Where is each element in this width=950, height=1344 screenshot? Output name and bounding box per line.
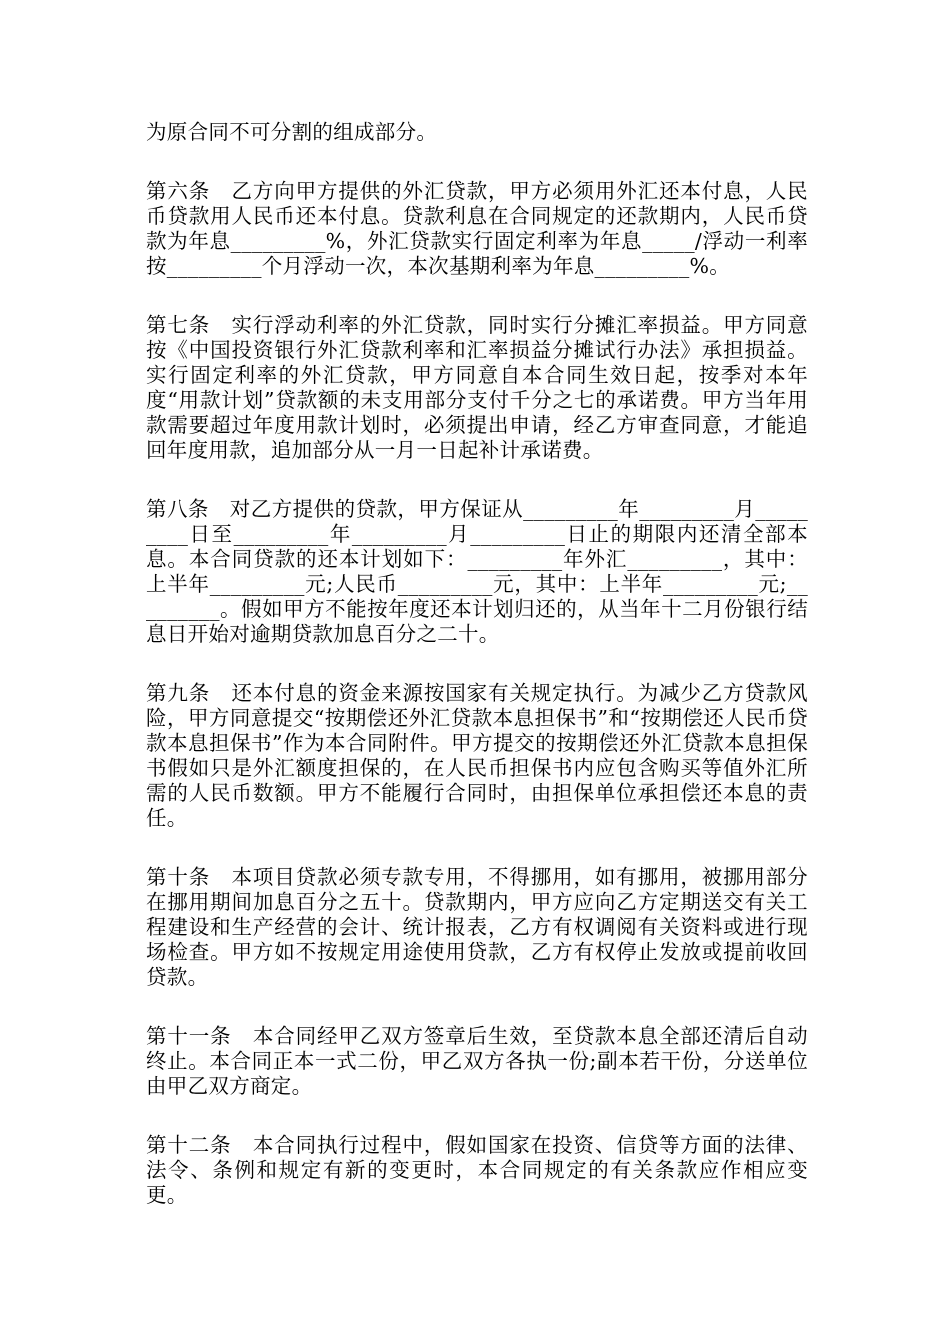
article-12: 第十二条 本合同执行过程中，假如国家在投资、信贷等方面的法律、法令、条例和规定有新的变更时，本合同规定的有关条款应作相应变更。 bbox=[146, 1133, 808, 1207]
article-8: 第八条 对乙方提供的贷款，甲方保证从_________年_________月_________日至_________年_________月_________日止的期限内还清全部本息。本合同贷款的还本计划如下：_________年外汇_________，其中：上半年_________元;人民币_________元，其中：上半年_________元;_________。假如甲方不能按年度还本计划归还的，从当年十二月份银行结息日开始对逾期贷款加息百分之二十。 bbox=[146, 497, 808, 646]
article-9: 第九条 还本付息的资金来源按国家有关规定执行。为减少乙方贷款风险，甲方同意提交“按期偿还外汇贷款本息担保书”和“按期偿还人民币贷款本息担保书”作为本合同附件。甲方提交的按期偿还外汇贷款本息担保书假如只是外汇额度担保的，在人民币担保书内应包含购买等值外汇所需的人民币数额。甲方不能履行合同时，由担保单位承担偿还本息的责任。 bbox=[146, 681, 808, 830]
document-page bbox=[146, 120, 808, 1242]
article-7: 第七条 实行浮动利率的外汇贷款，同时实行分摊汇率损益。甲方同意按《中国投资银行外汇贷款利率和汇率损益分摊试行办法》承担损益。实行固定利率的外汇贷款，甲方同意自本合同生效日起，按季对本年度“用款计划”贷款额的未支用部分支付千分之七的承诺费。甲方当年用款需要超过年度用款计划时，必须提出申请，经乙方审查同意，才能追回年度用款，追加部分从一月一日起补计承诺费。 bbox=[146, 313, 808, 462]
paragraph-continuation: 为原合同不可分割的组成部分。 bbox=[146, 120, 438, 144]
article-6: 第六条 乙方向甲方提供的外汇贷款，甲方必须用外汇还本付息，人民币贷款用人民币还本付息。贷款利息在合同规定的还款期内，人民币贷款为年息_________%，外汇贷款实行固定利率为年息_____/浮动一利率按_________个月浮动一次，本次基期利率为年息_________%。 bbox=[146, 179, 808, 278]
article-11: 第十一条 本合同经甲乙双方签章后生效，至贷款本息全部还清后自动终止。本合同正本一式二份，甲乙双方各执一份;副本若干份，分送单位由甲乙双方商定。 bbox=[146, 1024, 808, 1098]
article-10: 第十条 本项目贷款必须专款专用，不得挪用，如有挪用，被挪用部分在挪用期间加息百分之五十。贷款期内，甲方应向乙方定期送交有关工程建设和生产经营的会计、统计报表，乙方有权调阅有关资料或进行现场检查。甲方如不按规定用途使用贷款，乙方有权停止发放或提前收回贷款。 bbox=[146, 865, 808, 989]
